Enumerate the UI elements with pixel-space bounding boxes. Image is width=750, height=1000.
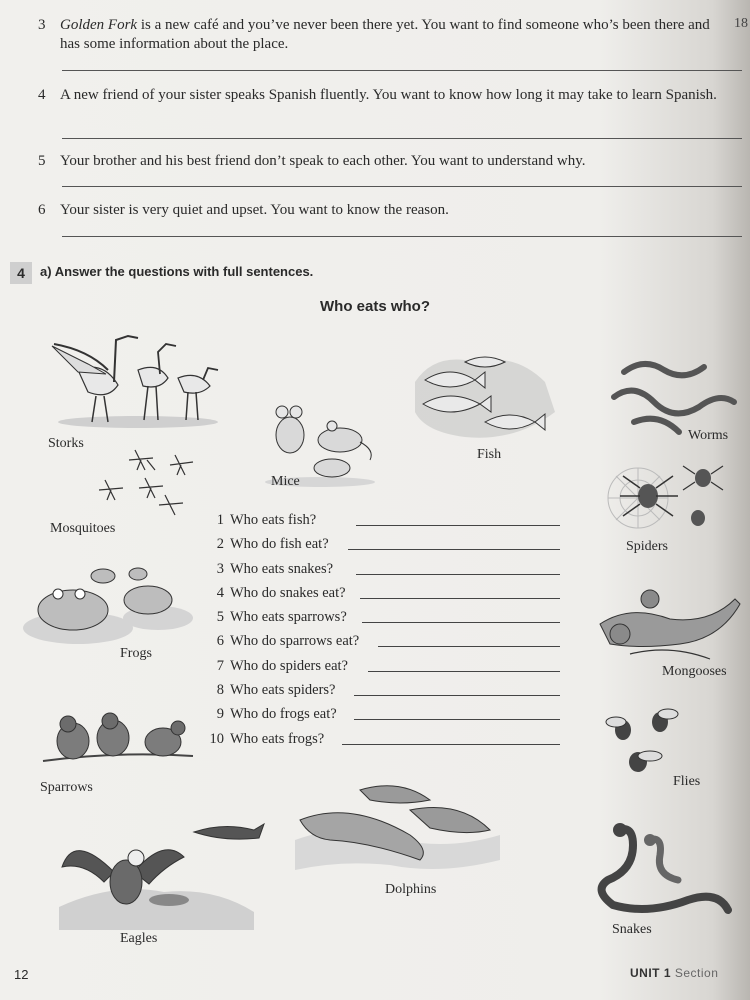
answer-line[interactable] — [360, 598, 560, 599]
snakes-illustration — [588, 820, 738, 920]
unit-label — [630, 966, 718, 980]
label-dolphins: Dolphins — [385, 882, 437, 897]
question-number: 3 — [216, 560, 224, 577]
question-text: Who eats fish? — [230, 512, 317, 528]
question-number: 2 — [216, 536, 224, 553]
question-number: 5 — [216, 609, 224, 626]
item-text — [60, 16, 725, 54]
question-text: Who eats spiders? — [230, 682, 336, 699]
item-italic: Golden Fork — [60, 17, 138, 33]
question-row — [208, 633, 568, 657]
question-number: 10 — [209, 730, 224, 747]
question-text: Who do spiders eat? — [230, 657, 348, 674]
item-text: A new friend of your sister speaks Spanish fluently. You want to know how long it may take to learn Spanish. — [60, 87, 717, 103]
corner-mark: 18 — [734, 16, 748, 31]
question-text: Who do sparrows eat? — [230, 633, 360, 650]
answer-line[interactable] — [354, 695, 560, 696]
label-sparrows: Sparrows — [40, 780, 93, 795]
question-row — [208, 561, 568, 585]
sparrows-illustration — [38, 706, 198, 786]
label-storks: Storks — [48, 436, 84, 451]
storks-illustration — [48, 330, 223, 430]
spiders-illustration — [598, 458, 728, 543]
answer-line[interactable] — [362, 622, 560, 623]
item-number: 6 — [38, 202, 46, 218]
question-number: 8 — [216, 682, 224, 699]
answer-line[interactable] — [62, 70, 742, 71]
label-mosquitoes: Mosquitoes — [50, 521, 116, 536]
question-row — [208, 682, 568, 706]
answer-line[interactable] — [378, 646, 560, 647]
item-text: Your brother and his best friend don’t speak to each other. You want to understand why. — [60, 153, 586, 169]
label-fish: Fish — [477, 447, 502, 462]
answer-line[interactable] — [368, 671, 560, 672]
fish-illustration — [405, 352, 560, 444]
label-mice: Mice — [271, 474, 300, 489]
question-row — [208, 609, 568, 633]
answer-line[interactable] — [356, 574, 560, 575]
question-text: Who do snakes eat? — [230, 584, 346, 601]
section-instruction: a) Answer the questions with full sentences. — [40, 264, 314, 279]
label-spiders: Spiders — [626, 539, 668, 554]
question-number: 4 — [216, 584, 224, 601]
label-flies: Flies — [673, 774, 701, 789]
item-number: 4 — [38, 87, 46, 103]
page-number: 12 — [14, 967, 29, 982]
question-number: 9 — [216, 706, 224, 723]
label-snakes: Snakes — [612, 922, 652, 937]
label-mongooses: Mongooses — [662, 664, 727, 679]
question-text: Who do fish eat? — [230, 536, 329, 553]
answer-line[interactable] — [356, 525, 560, 526]
question-number: 1 — [216, 512, 224, 528]
question-text: Who eats sparrows? — [230, 609, 347, 626]
label-worms: Worms — [688, 428, 729, 443]
question-row — [208, 706, 568, 730]
answer-line[interactable] — [62, 138, 742, 139]
unit-text: UNIT 1 — [630, 966, 672, 980]
answer-line[interactable] — [62, 236, 742, 237]
item-body: is a new café and you’ve never been there yet. You want to find someone who’s been there and has some information about the place. — [60, 17, 710, 52]
section-number: 4 — [10, 262, 32, 284]
answer-line[interactable] — [354, 719, 560, 720]
dolphins-illustration — [290, 780, 505, 880]
item-number: 3 — [38, 17, 46, 33]
mongooses-illustration — [590, 584, 750, 674]
answer-line[interactable] — [348, 549, 560, 550]
questions-list — [208, 512, 568, 755]
question-text: Who eats snakes? — [230, 560, 334, 577]
exercise-title: Who eats who? — [320, 298, 430, 315]
question-text: Who do frogs eat? — [230, 706, 337, 723]
question-number: 7 — [216, 657, 224, 674]
answer-line[interactable] — [342, 744, 560, 745]
eagles-illustration — [54, 812, 274, 930]
question-row — [208, 512, 568, 536]
answer-line[interactable] — [62, 186, 742, 187]
question-row — [208, 536, 568, 560]
flies-illustration — [598, 700, 688, 780]
question-text: Who eats frogs? — [230, 730, 325, 747]
item-text: Your sister is very quiet and upset. You want to know the reason. — [60, 202, 449, 218]
question-row — [208, 585, 568, 609]
question-number: 6 — [216, 633, 224, 650]
item-number: 5 — [38, 153, 46, 169]
question-row — [208, 658, 568, 682]
section-text: Section — [674, 966, 719, 980]
frogs-illustration — [18, 558, 193, 658]
mosquitoes-illustration — [75, 440, 215, 520]
label-eagles: Eagles — [120, 931, 158, 946]
question-row — [208, 731, 568, 755]
label-frogs: Frogs — [120, 646, 152, 661]
